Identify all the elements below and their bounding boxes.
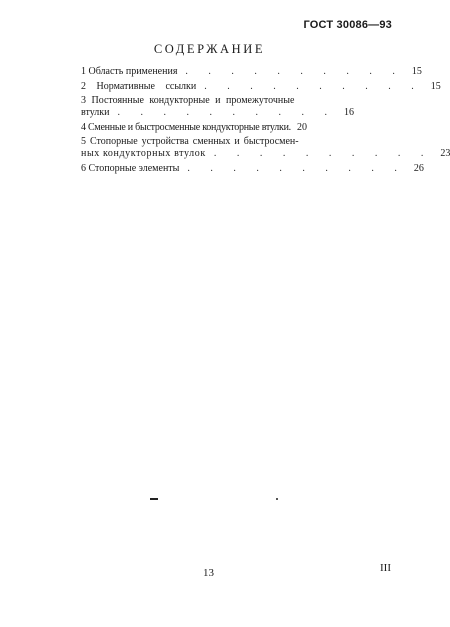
print-mark	[150, 498, 158, 500]
toc-entry-title: 2 Нормативные ссылки	[81, 80, 197, 92]
table-of-contents	[81, 66, 450, 177]
toc-entry-page: 26	[413, 162, 424, 174]
toc-entry-page: 15	[411, 66, 422, 77]
toc-entry-page: 23	[440, 148, 450, 159]
toc-entry-page: 20	[296, 121, 307, 133]
toc-entry-title-continued: втулки	[81, 107, 110, 118]
dot-leader: . . . . . . . . . .	[187, 162, 406, 174]
toc-entry[interactable]	[81, 80, 441, 93]
toc-entry[interactable]	[81, 162, 424, 175]
toc-entry-title: 1 Область применения	[81, 66, 178, 77]
toc-entry-page: 15	[430, 80, 441, 92]
dot-leader: . . . . . . . . . .	[204, 80, 423, 92]
toc-entry-title: 6 Стопорные элементы	[81, 162, 180, 174]
toc-entry-title: 4 Сменные и быстросменные кондукторные втулки.	[81, 121, 291, 133]
toc-entry[interactable]	[81, 136, 450, 160]
dot-leader: . . . . . . . . . .	[213, 148, 433, 159]
toc-title: СОДЕРЖАНИЕ	[153, 42, 266, 56]
toc-entry-title: 3 Постоянные кондукторные и промежуточные	[81, 95, 295, 106]
toc-entry[interactable]	[81, 95, 354, 119]
standard-code: ГОСТ 30086—93	[303, 19, 392, 31]
print-speck	[276, 498, 278, 500]
toc-entry-title: 5 Стопорные устройства сменных и быстросмен-	[81, 136, 299, 147]
dot-leader: . . . . . . . . . .	[185, 66, 404, 77]
toc-entry-title-continued: ных кондукторных втулок	[81, 148, 206, 159]
toc-entry[interactable]	[81, 122, 328, 134]
dot-leader: . . . . . . . . . .	[117, 107, 336, 118]
toc-entry-page: 16	[343, 107, 354, 118]
page-number: 13	[203, 567, 214, 579]
toc-entry[interactable]	[81, 66, 422, 78]
roman-page-number: III	[380, 562, 391, 574]
